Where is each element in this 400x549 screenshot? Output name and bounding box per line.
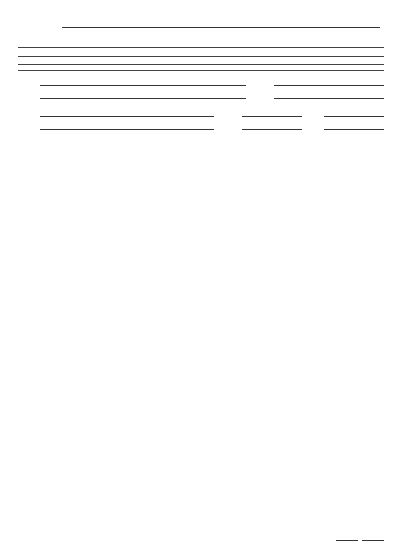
seller-signature-row-2 [18, 86, 384, 99]
seller-date-field-1[interactable] [274, 73, 384, 86]
explain-line-1[interactable] [18, 41, 384, 48]
property-address-row [18, 8, 384, 28]
buyer-signature-row-1 [18, 104, 384, 117]
property-address-field[interactable] [62, 9, 380, 28]
buyer-time-field-2[interactable] [324, 117, 384, 130]
seller-signature-field-1[interactable] [40, 73, 246, 86]
buyer-signature-field-1[interactable] [40, 104, 214, 117]
buyer-date-field-1[interactable] [242, 104, 302, 117]
owned-since-field[interactable] [18, 65, 384, 71]
explain-line-2[interactable] [18, 50, 384, 57]
buyer-time-field-1[interactable] [324, 104, 384, 117]
buyer-signature-field-2[interactable] [40, 117, 214, 130]
seller-signature-field-2[interactable] [40, 86, 246, 99]
initial-field-2[interactable] [362, 540, 384, 541]
buyer-signature-row-2 [18, 117, 384, 130]
buyer-date-field-2[interactable] [242, 117, 302, 130]
initial-field-1[interactable] [336, 540, 358, 541]
page-footer [18, 538, 384, 543]
owned-since-row [18, 65, 384, 71]
seller-date-field-2[interactable] [274, 86, 384, 99]
seller-signature-row-1 [18, 73, 384, 86]
